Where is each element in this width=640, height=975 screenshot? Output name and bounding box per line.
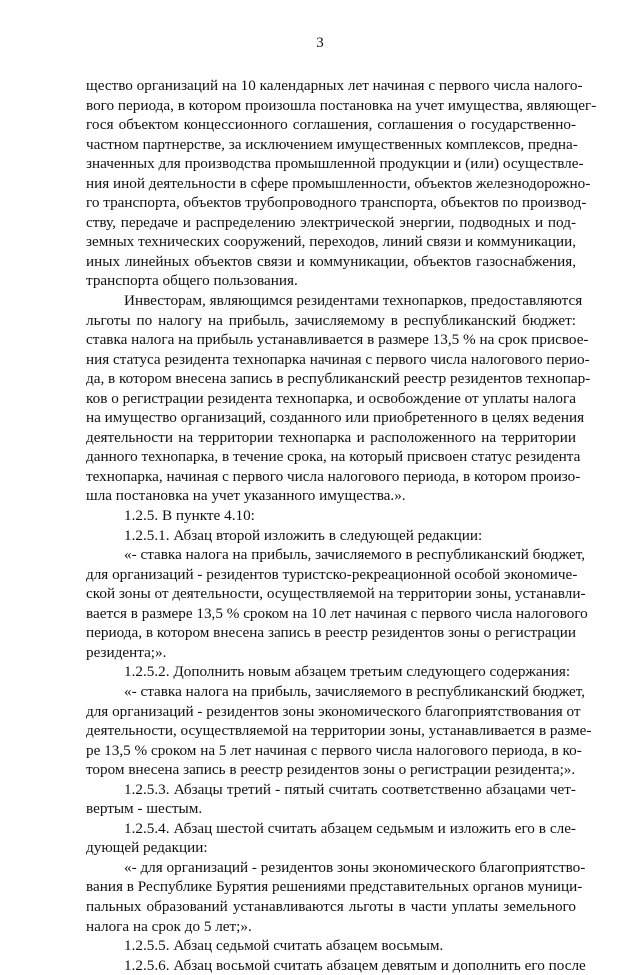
text-line: ской зоны от деятельности, осуществляемой на территории зоны, устанавли-: [86, 585, 586, 603]
text-line: 1.2.5.6. Абзац восьмой считать абзацем девятым и дополнить его после: [124, 956, 586, 974]
text-line: Инвесторам, являющимся резидентами технопарков, предоставляются: [124, 292, 583, 310]
text-line: данного технопарка, в течение срока, на который присвоен статус резидента: [86, 448, 581, 466]
text-line: вертым - шестым.: [86, 800, 203, 818]
text-line: шла постановка на учет указанного имущества.».: [86, 487, 406, 505]
text-line: ков о регистрации резидента технопарка, и освобождение от уплаты налога: [86, 389, 576, 407]
text-line: технопарка, начиная с первого числа налогового периода, в котором произо-: [86, 467, 581, 485]
text-line: ству, передаче и распределению электрической энергии, подводных и под-: [86, 213, 576, 231]
text-line: 1.2.5. В пункте 4.10:: [124, 507, 255, 525]
text-line: дующей редакции:: [86, 839, 208, 857]
text-line: для организаций - резидентов зоны экономического благоприятствования от: [86, 702, 581, 720]
text-line: транспорта общего пользования.: [86, 272, 298, 290]
text-line: го транспорта, объектов трубопроводного транспорта, объектов по производ-: [86, 194, 587, 212]
text-line: ре 13,5 % сроком на 5 лет начиная с первого числа налогового периода, в ко-: [86, 741, 582, 759]
text-line: 1.2.5.5. Абзац седьмой считать абзацем восьмым.: [124, 937, 444, 955]
text-line: вания в Республике Бурятия решениями представительных органов муници-: [86, 878, 583, 896]
text-line: на имущество организаций, созданного или приобретенного в целях ведения: [86, 409, 585, 427]
text-line: щество организаций на 10 календарных лет начиная с первого числа налого-: [86, 77, 583, 94]
text-line: периода, в котором внесена запись в реестр резидентов зоны о регистрации: [86, 624, 576, 642]
text-line: деятельности, осуществляемой на территории зоны, устанавливается в разме-: [86, 722, 592, 740]
text-line: пальных образований устанавливаются льготы в части уплаты земельного: [86, 897, 576, 915]
text-line: резидента;».: [86, 643, 167, 661]
text-line: 1.2.5.2. Дополнить новым абзацем третьим следующего содержания:: [124, 663, 571, 681]
text-line: земных технических сооружений, переходов, линий связи и коммуникации,: [86, 233, 576, 251]
text-line: ния иной деятельности в сфере промышленности, объектов железнодорожно-: [86, 174, 591, 192]
text-line: гося объектом концессионного соглашения, соглашения о государственно-: [86, 116, 576, 134]
text-line: 1.2.5.4. Абзац шестой считать абзацем седьмым и изложить его в сле-: [124, 819, 576, 837]
text-line: «- ставка налога на прибыль, зачисляемого в республиканский бюджет,: [124, 546, 586, 564]
text-line: налога на срок до 5 лет;».: [86, 917, 252, 935]
text-line: значенных для производства промышленной продукции и (или) осуществле-: [86, 155, 584, 173]
text-line: частном партнерстве, за исключением имущественных комплексов, предна-: [86, 135, 578, 153]
text-line: ставка налога на прибыль устанавливается в размере 13,5 % на срок присвое-: [86, 331, 589, 349]
text-line: «- для организаций - резидентов зоны экономического благоприятство-: [124, 858, 586, 876]
text-line: вого периода, в котором произошла постановка на учет имущества, являющег-: [86, 96, 597, 114]
text-line: тором внесена запись в реестр резидентов зоны о регистрации резидента;».: [86, 761, 576, 779]
page-number: 3: [316, 35, 324, 51]
text-line: «- ставка налога на прибыль, зачисляемого в республиканский бюджет,: [124, 682, 586, 700]
text-line: вается в размере 13,5 % сроком на 10 лет начиная с первого числа налогового: [86, 604, 588, 622]
text-line: ния статуса резидента технопарка начиная с первого числа налогового перио-: [86, 350, 590, 368]
text-line: 1.2.5.3. Абзацы третий - пятый считать соответственно абзацами чет-: [124, 780, 576, 798]
text-line: да, в котором внесена запись в республиканский реестр резидентов технопар-: [86, 370, 591, 388]
text-line: льготы по налогу на прибыль, зачисляемому в республиканский бюджет:: [86, 311, 576, 329]
document-body: [86, 76, 597, 975]
text-line: для организаций - резидентов туристско-рекреационной особой экономиче-: [86, 565, 578, 583]
text-line: деятельности на территории технопарка и расположенного на территории: [86, 428, 576, 446]
text-line: иных линейных объектов связи и коммуникации, объектов газоснабжения,: [86, 252, 576, 270]
text-line: 1.2.5.1. Абзац второй изложить в следующей редакции:: [124, 526, 483, 544]
